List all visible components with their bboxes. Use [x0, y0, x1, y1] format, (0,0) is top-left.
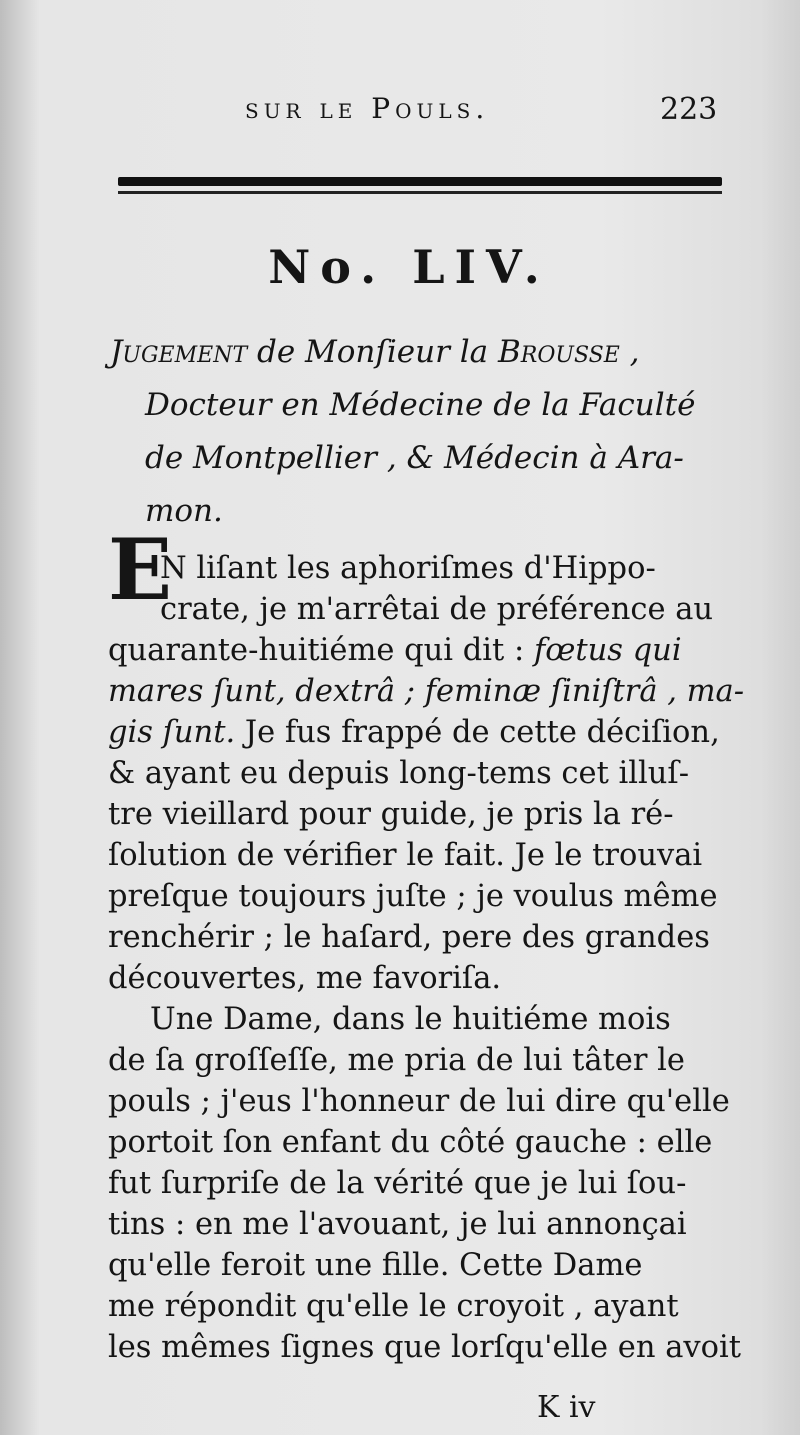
text-line: tre vieillard pour guide, je pris la ré-: [108, 797, 674, 832]
text-line: me répondit qu'elle le croyoit , ayant: [108, 1289, 679, 1324]
body-text: [108, 548, 745, 1368]
text-line: preſque toujours juſte ; je voulus même: [108, 879, 718, 914]
text-line: pouls ; j'eus l'honneur de lui dire qu'elle: [108, 1084, 730, 1119]
text-line: fut ſurpriſe de la vérité que je lui ſou-: [108, 1166, 687, 1201]
drop-capital: E: [108, 520, 173, 619]
header-rule: [118, 177, 722, 201]
thick-rule-line: [118, 177, 722, 186]
text-line: portoit ſon enfant du côté gauche : elle: [108, 1125, 713, 1160]
text-line: qu'elle feroit une fille. Cette Dame: [108, 1248, 643, 1283]
subtitle-line-1: [110, 326, 730, 379]
subtitle-line-2: Docteur en Médecine de la Faculté: [145, 387, 696, 423]
text-line: [108, 712, 733, 753]
text-line: ſolution de vérifier le fait. Je le trouvai: [108, 838, 703, 873]
text-line: tins : en me l'avouant, je lui annonçai: [108, 1207, 687, 1242]
text-line: & ayant eu depuis long-tems cet illuſ-: [108, 756, 690, 791]
text-line: N liſant les aphoriſmes d'Hippo-: [160, 551, 656, 586]
subtitle-mid: de Monſieur la: [247, 334, 499, 370]
paragraph-2: [108, 999, 741, 1368]
text-line: Une Dame, dans le huitiéme mois: [150, 1002, 671, 1037]
text-line: [108, 630, 733, 671]
latin-quote: fœtus qui: [524, 633, 682, 668]
subtitle-comma: ,: [619, 334, 640, 370]
text-segment: quarante-huitiéme qui dit :: [108, 633, 525, 668]
text-segment: Je fus frappé de cette déciſion,: [235, 715, 720, 750]
page-number: 223: [660, 92, 718, 127]
latin-quote: gis ſunt.: [108, 715, 236, 750]
text-line: les mêmes ſignes que lorſqu'elle en avoit: [108, 1330, 741, 1365]
subtitle-line-3: de Montpellier , & Médecin à Ara-: [145, 440, 684, 476]
paragraph-1-opening: [108, 548, 733, 630]
text-line: découvertes, me favoriſa.: [108, 961, 502, 996]
subtitle-lead: Jugement: [110, 334, 248, 370]
latin-quote-line: mares ſunt, dextrâ ; feminæ ſiniſtrâ , ma-: [108, 674, 745, 709]
subtitle-line-4: mon.: [145, 493, 223, 529]
text-line: renchérir ; le haſard, pere des grandes: [108, 920, 710, 955]
text-line: de ſa groſſeſſe, me pria de lui tâter le: [108, 1043, 685, 1078]
subtitle-name: Brousse: [498, 334, 620, 370]
section-subtitle: [110, 326, 730, 538]
section-number: No. LIV.: [268, 240, 550, 294]
signature-mark: K iv: [537, 1390, 596, 1425]
running-title: sur le Pouls.: [245, 92, 490, 125]
thin-rule-line: [118, 191, 722, 194]
text-line: crate, je m'arrêtai de préférence au: [160, 592, 714, 627]
